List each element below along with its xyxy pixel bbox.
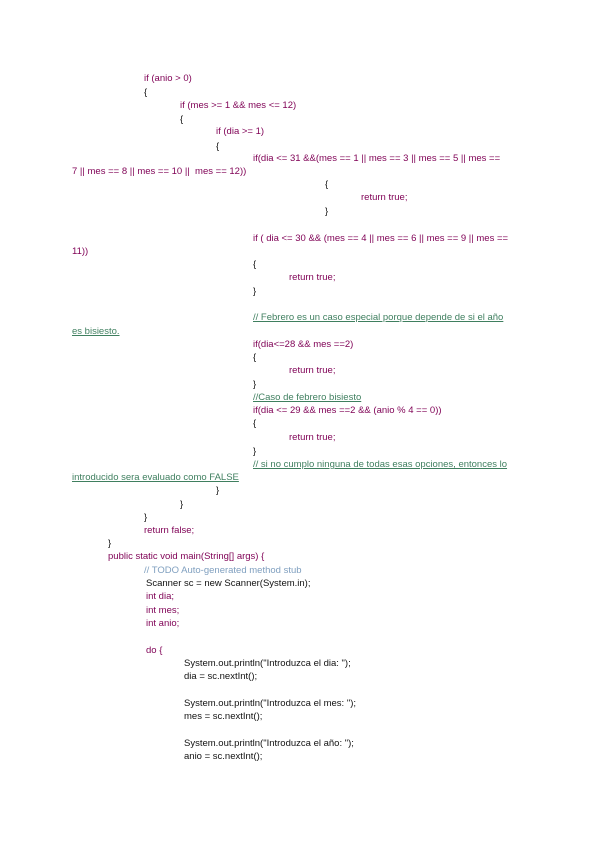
code-line: anio = sc.nextInt(); [184, 751, 263, 762]
code-line: mes = sc.nextInt(); [184, 711, 263, 722]
code-line: return true; [289, 365, 336, 376]
code-line: if (mes >= 1 && mes <= 12) [180, 100, 297, 111]
code-line: { [253, 259, 257, 270]
comment-line: es bisiesto. [72, 326, 120, 337]
code-line: } [253, 446, 257, 457]
code-line: 11)) [72, 246, 89, 257]
code-line: if(dia <= 31 &&(mes == 1 || mes == 3 || mes == 5 || mes == [253, 153, 501, 164]
code-line: if(dia<=28 && mes ==2) [253, 339, 354, 350]
comment-line: // si no cumplo ninguna de todas esas opciones, entonces lo [253, 459, 508, 470]
code-line: int mes; [146, 605, 180, 616]
code-line: System.out.println("Introduzca el año: "); [184, 738, 354, 749]
code-line: if (dia >= 1) [216, 126, 265, 137]
code-line: return false; [144, 525, 195, 536]
code-line: } [325, 206, 329, 217]
code-line: } [216, 485, 220, 496]
code-line: 7 || mes == 8 || mes == 10 || mes == 12)) [72, 166, 247, 177]
code-line: { [144, 87, 148, 98]
code-line: { [325, 179, 329, 190]
code-line: return true; [289, 432, 336, 443]
code-line: if (anio > 0) [144, 73, 192, 84]
code-line: do { [146, 645, 163, 656]
code-line: { [253, 418, 257, 429]
code-line: int anio; [146, 618, 180, 629]
code-line: { [216, 141, 220, 152]
code-line: public static void main(String[] args) { [108, 551, 265, 562]
comment-line: // TODO Auto-generated method stub [144, 565, 302, 576]
code-line: } [144, 512, 148, 523]
code-line: } [108, 538, 112, 549]
code-line: { [180, 114, 184, 125]
comment-line: introducido sera evaluado como FALSE [72, 472, 239, 483]
comment-line: //Caso de febrero bisiesto [253, 392, 362, 403]
comment-line: // Febrero es un caso especial porque depende de si el año [253, 312, 504, 323]
code-line: if(dia <= 29 && mes ==2 && (anio % 4 == 0)) [253, 405, 442, 416]
code-line: if ( dia <= 30 && (mes == 4 || mes == 6 || mes == 9 || mes == [253, 233, 509, 244]
code-line: } [180, 499, 184, 510]
code-line: return true; [289, 272, 336, 283]
code-line: int dia; [146, 591, 174, 602]
code-line: System.out.println("Introduzca el mes: "); [184, 698, 357, 709]
code-line: dia = sc.nextInt(); [184, 671, 258, 682]
code-line: return true; [361, 192, 408, 203]
code-line: Scanner sc = new Scanner(System.in); [146, 578, 311, 589]
code-line: } [253, 379, 257, 390]
code-line: System.out.println("Introduzca el dia: "); [184, 658, 351, 669]
code-line: } [253, 286, 257, 297]
code-line: { [253, 352, 257, 363]
